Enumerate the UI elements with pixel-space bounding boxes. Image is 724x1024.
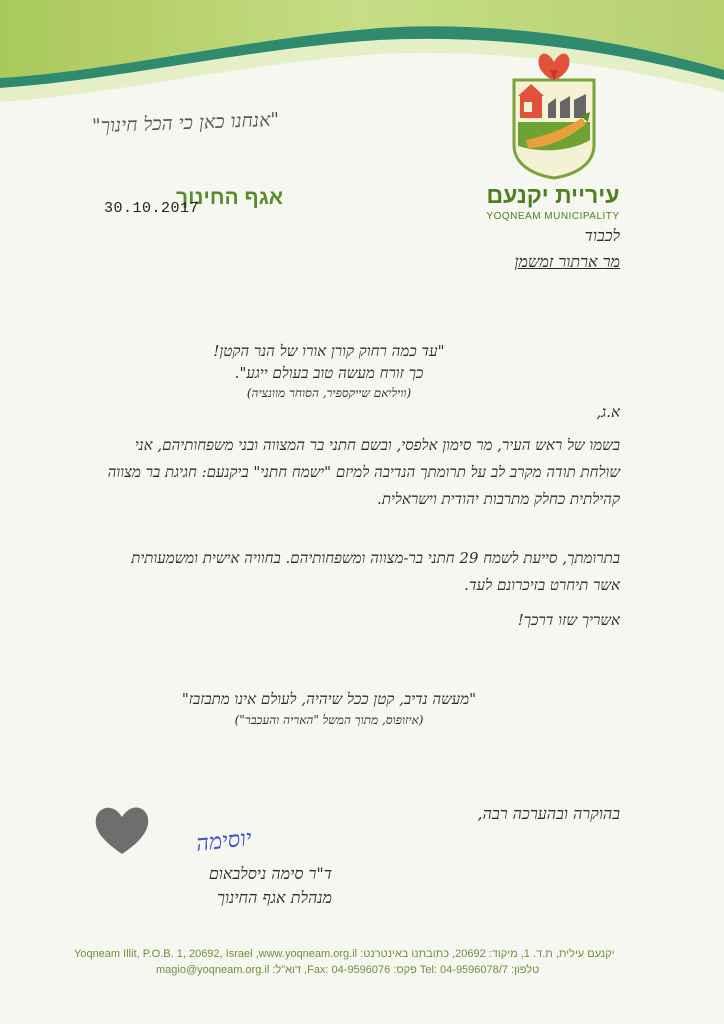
- body-paragraph-2: בתרומתך, סייעת לשמח 29 חתני בר-מצווה ומשפחותיהם. בחוויה אישית ומשמעותית אשר תיחרט בזיכרונם לעד.: [131, 549, 620, 594]
- closing-quote-source: (איזופוס, מתוך המשל "האריה והעכבר"): [234, 713, 424, 727]
- recipient-label: לכבוד: [584, 226, 620, 245]
- footer-address-line: Yoqneam Illit, P.O.B. 1, 20692, Israel ,www.yoqneam.org.il :יקנעם עילית, ת.ד. 1, מיקוד: 20692, כתובתנו באינטרנט: [74, 948, 615, 960]
- handwritten-signature: יוסימה: [194, 826, 253, 857]
- body-paragraph-1: בשמו של ראש העיר, מר סימון אלפסי, ובשם חתני בר המצווה ובני משפחותיהם, אני שולחת תודה מקרב לב על תרומתך הנדיבה למיזם "ישמח חתני" ביקנעם: חגיגת בר מצווה קהילתית כחלק מתרבות יהודית וישראלית.: [107, 436, 620, 508]
- opening-quote-line-2: כך זורח מעשה טוב בעולם ייגע".: [234, 364, 424, 382]
- department-title: אגף החינוך: [176, 186, 284, 209]
- opening-quote-source: (וויליאם שייקספיר, הסוחר מוונציה): [246, 386, 412, 400]
- letter-date: 30.10.2017: [104, 200, 200, 217]
- municipality-name-english: YOQNEAM MUNICIPALITY: [486, 211, 620, 222]
- slogan: "אנחנו כאן כי הכל חינוך": [91, 108, 280, 138]
- signer-name: ד"ר סימה ניסלבאום: [208, 864, 332, 883]
- closing-quote-line: "מעשה נדיב, קטן ככל שיהיה, לעולם אינו מתבזבז": [181, 690, 477, 708]
- closing-phrase: בהוקרה ובהערכה רבה,: [477, 804, 620, 823]
- greeting: א.ג,: [596, 403, 620, 421]
- body-paragraph-3: אשריך שזו דרכך!: [517, 611, 620, 629]
- header-wave-decoration: [0, 0, 724, 130]
- municipality-name-hebrew: עיריית יקנעם: [486, 182, 620, 208]
- footer-contact-line: magio@yoqneam.org.il :דוא"ל ,Fax: 04-9596076 :פקס Tel: 04-9596078/7 :טלפון: [156, 964, 540, 976]
- heart-icon: [92, 802, 152, 856]
- municipality-logo: [504, 50, 604, 180]
- signer-role: מנהלת אגף החינוך: [217, 888, 332, 907]
- recipient-name: מר ארתור זמשמן: [514, 252, 620, 271]
- opening-quote-line-1: "עד כמה רחוק קורן אורו של הנר הקטן!: [213, 342, 445, 360]
